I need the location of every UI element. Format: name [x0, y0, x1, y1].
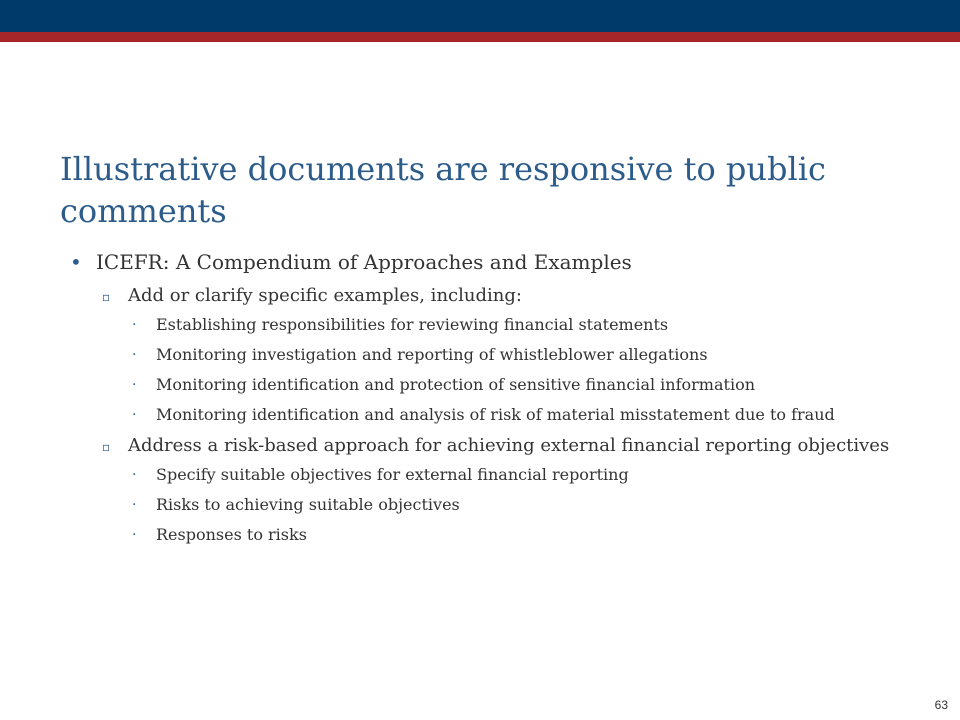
bullet-text: Add or clarify specific examples, including: — [128, 285, 522, 306]
bullet-level1 — [60, 248, 900, 276]
bullet-marker: · — [132, 527, 137, 543]
slide-content — [60, 248, 900, 554]
bullet-marker: ▫ — [102, 290, 111, 304]
bullet-text: Monitoring investigation and reporting of whistleblower allegations — [156, 345, 708, 364]
bullet-level2 — [60, 434, 900, 458]
bullet-marker: · — [132, 317, 137, 333]
bullet-text: Establishing responsibilities for reviewing financial statements — [156, 315, 669, 334]
bullet-level3 — [60, 524, 900, 546]
bullet-level3 — [60, 374, 900, 396]
bullet-level3 — [60, 314, 900, 336]
page-number: 63 — [934, 698, 948, 712]
bullet-marker: · — [132, 407, 137, 423]
bullet-marker: · — [132, 347, 137, 363]
bullet-marker: ▫ — [102, 440, 111, 454]
bullet-level2 — [60, 284, 900, 308]
bullet-text: Monitoring identification and protection of sensitive financial information — [156, 375, 755, 394]
header-bar — [0, 0, 960, 32]
bullet-text: Risks to achieving suitable objectives — [156, 495, 460, 514]
bullet-level3 — [60, 464, 900, 486]
bullet-marker: • — [70, 250, 82, 274]
bullet-marker: · — [132, 497, 137, 513]
bullet-text: ICEFR: A Compendium of Approaches and Examples — [96, 250, 632, 274]
slide-title: Illustrative documents are responsive to public comments — [60, 150, 826, 230]
bullet-marker: · — [132, 467, 137, 483]
bullet-level3 — [60, 404, 900, 426]
header-stripe — [0, 32, 960, 42]
bullet-text: Specify suitable objectives for external financial reporting — [156, 465, 629, 484]
bullet-marker: · — [132, 377, 137, 393]
bullet-level3 — [60, 344, 900, 366]
bullet-text: Monitoring identification and analysis of risk of material misstatement due to fraud — [156, 405, 835, 424]
bullet-text: Responses to risks — [156, 525, 307, 544]
bullet-text: Address a risk-based approach for achieving external financial reporting objectives — [128, 435, 890, 456]
bullet-level3 — [60, 494, 900, 516]
